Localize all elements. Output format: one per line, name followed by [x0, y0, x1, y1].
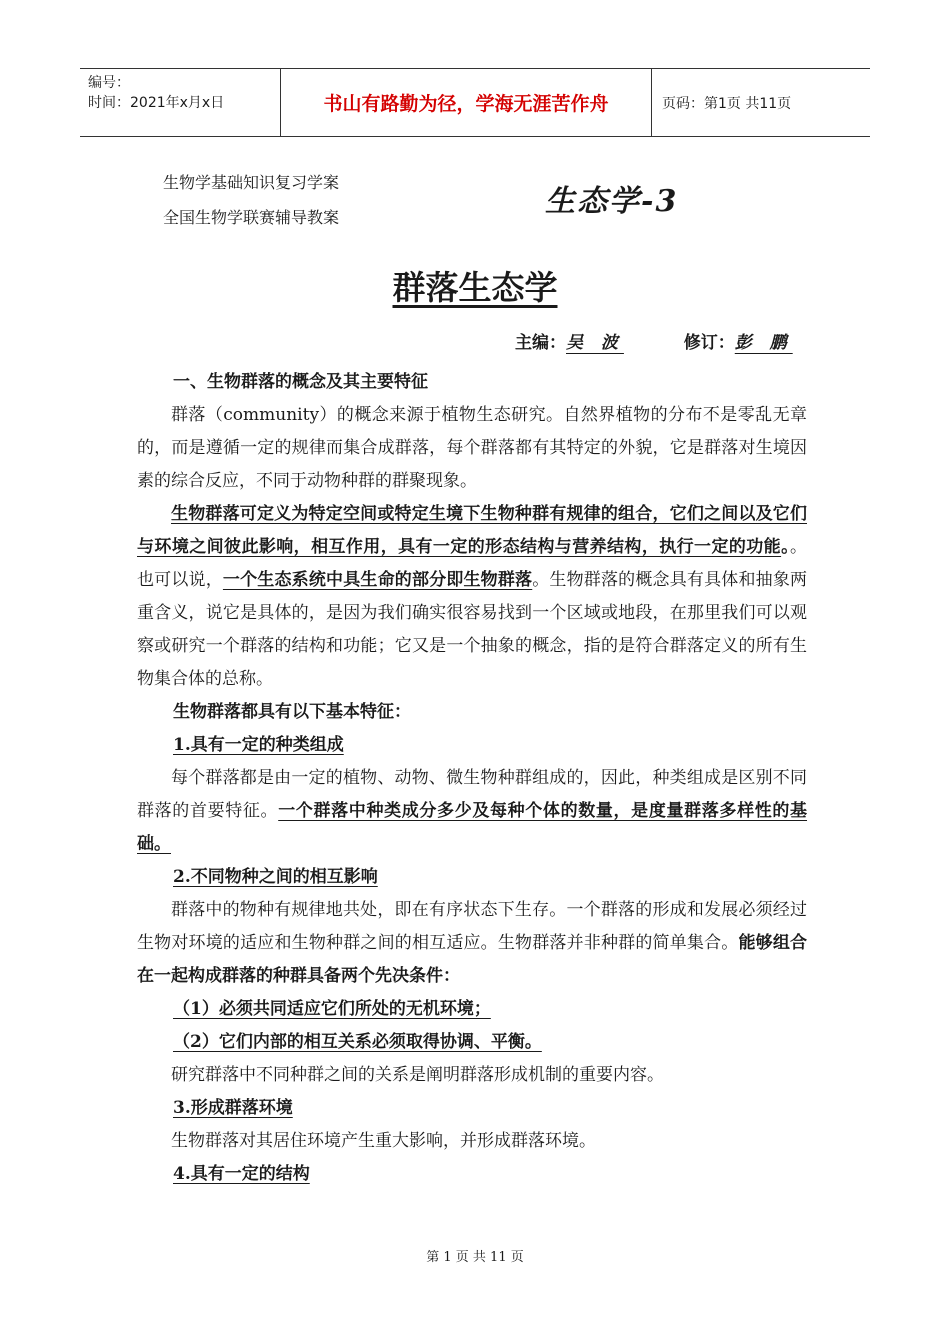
editors-line	[515, 328, 793, 353]
definition-text: 生物群落可定义为特定空间或特定生境下生物种群有规律的组合，它们之间以及它们与环境之间彼此影响，相互作用，具有一定的形态结构与营养结构，执行一定的功能	[137, 504, 807, 557]
feature-3-heading	[137, 1092, 807, 1125]
feature-1-text: 每个群落都是由一定的植物、动物、微生物种群组成的，因此，种类组成是区别不同群落的首要特征。	[137, 768, 807, 821]
paragraph-2-a: 。也可以说，	[137, 537, 808, 590]
time-label: 时间：2021年x月x日	[88, 95, 225, 111]
feature-4-heading	[137, 1158, 807, 1191]
feature-1-heading-text: 1.具有一定的种类组成	[173, 735, 344, 755]
feature-1-heading	[137, 729, 807, 762]
header-meta	[80, 69, 280, 136]
page-title-text: 群落生态学	[392, 268, 558, 307]
subtitle-1: 生物学基础知识复习学案	[163, 173, 340, 192]
ecosystem-definition: 一个生态系统中具生命的部分即生物群落	[222, 570, 533, 590]
page-header	[80, 68, 870, 137]
feature-2-paragraph	[137, 894, 807, 993]
period-bold: 。	[781, 537, 791, 557]
page-title	[0, 262, 950, 309]
paragraph-1: 群落（community）的概念来源于植物生态研究。自然界植物的分布不是零乱无章的，而是遵循一定的规律而集合成群落，每个群落都有其特定的外貌，它是群落对生境因素的综合反应，不同于动物种群的群聚现象。	[137, 405, 807, 491]
condition-1-text: （1）必须共同适应它们所处的无机环境；	[173, 999, 491, 1019]
features-intro: 生物群落都具有以下基本特征：	[173, 702, 411, 722]
subtitle-2: 全国生物学联赛辅导教案	[163, 208, 340, 227]
reviser-name: 彭 鹏	[734, 333, 793, 353]
paragraph-2-c: 。生物群落的概念具有具体和抽象两重含义，说它是具体的，是因为我们确实很容易找到一个区域或地段，在那里我们可以观察或研究一个群落的结构和功能；它又是一个抽象的概念，指的是符合群落定义的所有生物集合体的总称。	[137, 570, 808, 689]
feature-1-paragraph	[137, 762, 807, 861]
condition-1	[137, 993, 807, 1026]
chief-label: 主编：	[515, 333, 566, 353]
page-footer: 第 1 页 共 11 页	[426, 1250, 524, 1265]
paragraph-2	[137, 498, 807, 696]
feature-2-heading	[137, 861, 807, 894]
condition-2-text: （2）它们内部的相互关系必须取得协调、平衡。	[173, 1032, 542, 1052]
number-label: 编号：	[88, 75, 130, 91]
feature-2-heading-text: 2.不同物种之间的相互影响	[173, 867, 378, 887]
feature-3-heading-text: 3.形成群落环境	[173, 1098, 293, 1118]
header-motto: 书山有路勤为径，学海无涯苦作舟	[280, 69, 652, 136]
document-body	[137, 366, 807, 1191]
feature-2-bold: 能够组合在一起构成群落的种群具备两个先决条件：	[137, 933, 808, 986]
feature-2-after: 研究群落中不同种群之间的关系是阐明群落形成机制的重要内容。	[171, 1065, 664, 1085]
reviser-label: 修订：	[683, 333, 735, 353]
series-title: 生态学-3	[545, 184, 679, 219]
condition-2	[137, 1026, 807, 1059]
feature-3-paragraph: 生物群落对其居住环境产生重大影响，并形成群落环境。	[171, 1131, 596, 1151]
feature-2-text: 群落中的物种有规律地共处，即在有序状态下生存。一个群落的形成和发展必须经过生物对环境的适应和生物种群之间的相互适应。生物群落并非种群的简单集合。	[137, 900, 807, 953]
section-heading: 一、生物群落的概念及其主要特征	[173, 372, 428, 392]
feature-4-heading-text: 4.具有一定的结构	[173, 1164, 310, 1184]
header-page-info: 页码：第1页 共11页	[662, 95, 792, 112]
feature-1-bold: 一个群落中种类成分多少及每种个体的数量，是度量群落多样性的基础。	[137, 801, 808, 854]
chief-name: 吴 波	[566, 333, 624, 353]
